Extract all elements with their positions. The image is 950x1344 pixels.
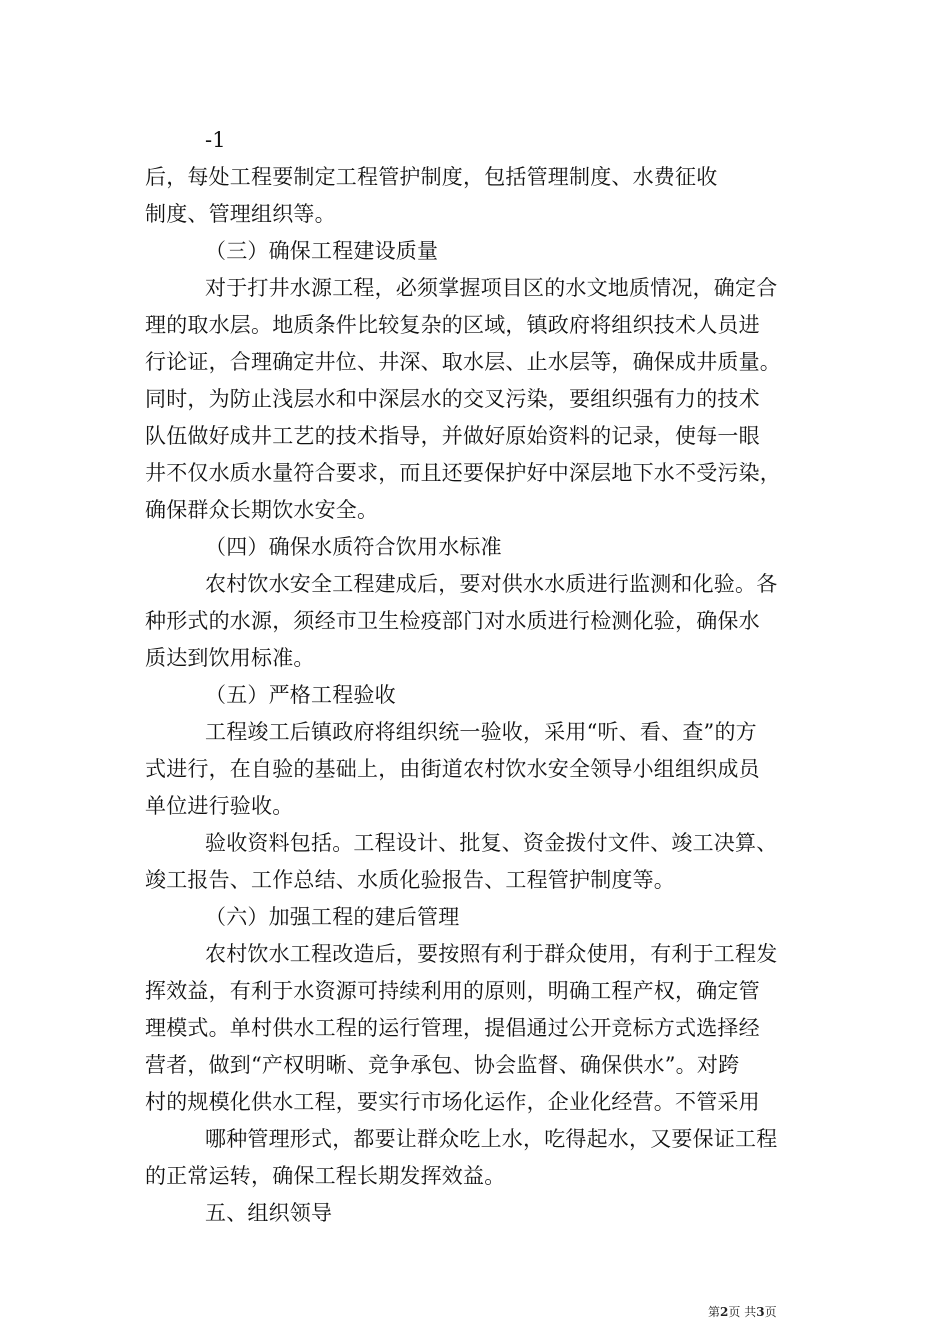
text-line: -1 [205,128,226,152]
text-line: 理模式。单村供水工程的运行管理，提倡通过公开竞标方式选择经 [145,1016,760,1040]
text-line: 同时，为防止浅层水和中深层水的交叉污染，要组织强有力的技术 [145,387,760,411]
text-line: 挥效益，有利于水资源可持续利用的原则，明确工程产权，确定管 [145,979,760,1003]
page-number-footer [708,1303,777,1320]
section-heading: （三）确保工程建设质量 [205,239,439,263]
text-line: 理的取水层。地质条件比较复杂的区域，镇政府将组织技术人员进 [145,313,760,337]
text-line: 村的规模化供水工程，要实行市场化运作，企业化经营。不管采用 [145,1090,760,1114]
section-heading: （四）确保水质符合饮用水标准 [205,535,502,559]
footer-suffix: 页 [764,1305,777,1319]
text-line: 确保群众长期饮水安全。 [145,498,379,522]
text-line: 的正常运转，确保工程长期发挥效益。 [145,1164,506,1188]
text-line: 种形式的水源，须经市卫生检疫部门对水质进行检测化验，确保水 [145,609,760,633]
text-line: 队伍做好成井工艺的技术指导，并做好原始资料的记录，使每一眼 [145,424,760,448]
footer-prefix: 第 [708,1305,721,1319]
text-line: 单位进行验收。 [145,794,294,818]
text-line: 工程竣工后镇政府将组织统一验收，采用“听、看、查”的方 [205,720,757,744]
section-heading: （五）严格工程验收 [205,683,396,707]
text-line: 哪种管理形式，都要让群众吃上水，吃得起水，又要保证工程 [205,1127,778,1151]
text-line: 农村饮水工程改造后，要按照有利于群众使用，有利于工程发 [205,942,778,966]
text-line: 质达到饮用标准。 [145,646,315,670]
section-heading: 五、组织领导 [205,1201,333,1225]
text-line: 井不仅水质水量符合要求，而且还要保护好中深层地下水不受污染， [145,461,781,485]
text-line: 对于打井水源工程，必须掌握项目区的水文地质情况，确定合 [205,276,778,300]
current-page-number: 2 [720,1305,729,1319]
footer-middle: 页 共 [728,1305,757,1319]
text-line: 后，每处工程要制定工程管护制度，包括管理制度、水费征收 [145,165,718,189]
text-line: 营者，做到“产权明晰、竞争承包、协会监督、确保供水”。对跨 [145,1053,740,1077]
text-line: 农村饮水安全工程建成后，要对供水水质进行监测和化验。各 [205,572,778,596]
total-page-number: 3 [756,1305,765,1319]
text-line: 式进行，在自验的基础上，由街道农村饮水安全领导小组组织成员 [145,757,760,781]
text-line: 行论证，合理确定井位、井深、取水层、止水层等，确保成井质量。 [145,350,781,374]
text-line: 制度、管理组织等。 [145,202,336,226]
text-line: 竣工报告、工作总结、水质化验报告、工程管护制度等。 [145,868,675,892]
section-heading: （六）加强工程的建后管理 [205,905,460,929]
text-line: 验收资料包括。工程设计、批复、资金拨付文件、竣工决算、 [205,831,778,855]
